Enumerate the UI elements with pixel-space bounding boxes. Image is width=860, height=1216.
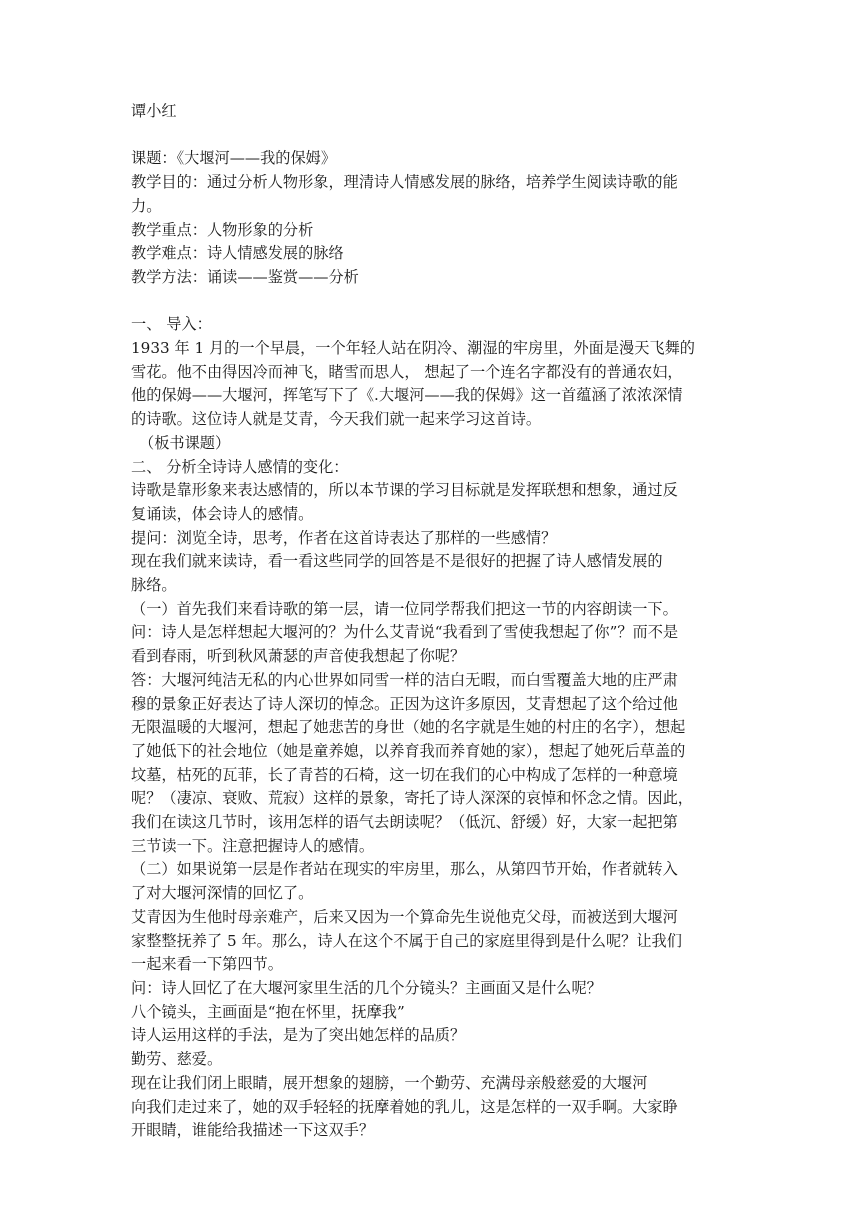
- answer-line: 答：大堰河纯洁无私的内心世界如同雪一样的洁白无暇，而白雪覆盖大地的庄严肃: [131, 670, 678, 689]
- answer-line: 八个镜头，主画面是“抱在怀里，抚摩我”: [131, 1002, 405, 1021]
- spacer: [131, 290, 733, 314]
- paragraph-line: 雪花。他不由得因冷而神飞，睹雪而思人， 想起了一个连名字都没有的普通农妇，: [131, 362, 683, 381]
- document-page: [131, 100, 733, 1143]
- answer-line: 穆的景象正好表达了诗人深切的悼念。正因为这许多原因，艾青想起了这个给过他: [131, 694, 678, 713]
- teaching-key-point: 教学重点：人物形象的分析: [131, 220, 314, 239]
- paragraph-line: 现在让我们闭上眼睛，展开想象的翅膀，一个勤劳、充满母亲般慈爱的大堰河: [131, 1073, 648, 1092]
- section-1-heading: 一、 导入：: [131, 315, 212, 334]
- lesson-title: 课题：《大堰河——我的保姆》: [131, 149, 337, 168]
- paragraph-line: 的诗歌。这位诗人就是艾青，今天我们就一起来学习这首诗。: [131, 410, 542, 429]
- paragraph-line: 现在我们就来读诗，看一看这些同学的回答是不是很好的把握了诗人感情发展的: [131, 552, 663, 571]
- paragraph-line: 脉络。: [131, 576, 177, 595]
- question-line: 诗人运用这样的手法，是为了突出她怎样的品质？: [131, 1026, 466, 1045]
- question-line: 问：诗人是怎样想起大堰河的？为什么艾青说“我看到了雪使我想起了你”？而不是: [131, 623, 679, 642]
- answer-line: 勤劳、慈爱。: [131, 1050, 223, 1069]
- answer-line: 了她低下的社会地位（她是童养媳，以养育我而养育她的家），想起了她死后草盖的: [131, 741, 686, 760]
- paragraph-line: 家整整抚养了 5 年。那么，诗人在这个不属于自己的家庭里得到是什么呢？让我们: [131, 931, 682, 950]
- teaching-goal-line-1: 教学目的：通过分析人物形象，理清诗人情感发展的脉络，培养学生阅读诗歌的能: [131, 173, 678, 192]
- answer-line: 我们在读这几节时，该用怎样的语气去朗读呢？（低沉、舒缓）好，大家一起把第: [131, 813, 678, 832]
- teaching-method: 教学方法：诵读——鉴赏——分析: [131, 267, 359, 286]
- subsection-2-line: 了对大堰河深情的回忆了。: [131, 884, 314, 903]
- paragraph-line: 他的保姆——大堰河，挥笔写下了《.大堰河——我的保姆》这一首蕴涵了浓浓深情: [131, 386, 683, 405]
- section-2-heading: 二、 分析全诗诗人感情的变化：: [131, 457, 349, 476]
- question-line: 看到春雨，听到秋风萧瑟的声音使我想起了你呢？: [131, 647, 466, 666]
- paragraph-line: 一起来看一下第四节。: [131, 955, 283, 974]
- paragraph-line: 复诵读，体会诗人的感情。: [131, 504, 314, 523]
- paragraph-line: 艾青因为生他时母亲难产，后来又因为一个算命先生说他克父母，而被送到大堰河: [131, 907, 678, 926]
- teaching-goal-line-2: 力。: [131, 196, 162, 215]
- answer-line: 坟墓，枯死的瓦菲，长了青苔的石椅，这一切在我们的心中构成了怎样的一种意境: [131, 765, 678, 784]
- answer-line: 无限温暖的大堰河，想起了她悲苦的身世（她的名字就是生她的村庄的名字），想起: [131, 718, 686, 737]
- answer-line: 呢？（凄凉、衰败、荒寂）这样的景象，寄托了诗人深深的哀悼和怀念之情。因此，: [131, 789, 693, 808]
- subsection-2-line: （二）如果说第一层是作者站在现实的牢房里，那么，从第四节开始，作者就转入: [131, 860, 678, 879]
- paragraph-line: 开眼睛，谁能给我描述一下这双手？: [131, 1121, 374, 1140]
- question-line: 提问：浏览全诗，思考，作者在这首诗表达了那样的一些感情？: [131, 528, 557, 547]
- teaching-difficulty: 教学难点：诗人情感发展的脉络: [131, 244, 344, 263]
- question-line: 问：诗人回忆了在大堰河家里生活的几个分镜头？主画面又是什么呢？: [131, 978, 602, 997]
- paragraph-line: 1933 年 1 月的一个早晨，一个年轻人站在阴冷、潮湿的牢房里，外面是漫天飞舞的: [131, 339, 695, 357]
- paragraph-line: 向我们走过来了，她的双手轻轻的抚摩着她的乳儿，这是怎样的一双手啊。大家睁: [131, 1097, 678, 1116]
- board-note: （板书课题）: [139, 433, 231, 452]
- subsection-1-line: （一）首先我们来看诗歌的第一层，请一位同学帮我们把这一节的内容朗读一下。: [131, 599, 678, 618]
- paragraph-line: 诗歌是靠形象来表达感情的，所以本节课的学习目标就是发挥联想和想象，通过反: [131, 481, 678, 500]
- spacer: [131, 124, 733, 148]
- author-name: 谭小红: [131, 102, 177, 120]
- answer-line: 三节读一下。注意把握诗人的感情。: [131, 836, 374, 855]
